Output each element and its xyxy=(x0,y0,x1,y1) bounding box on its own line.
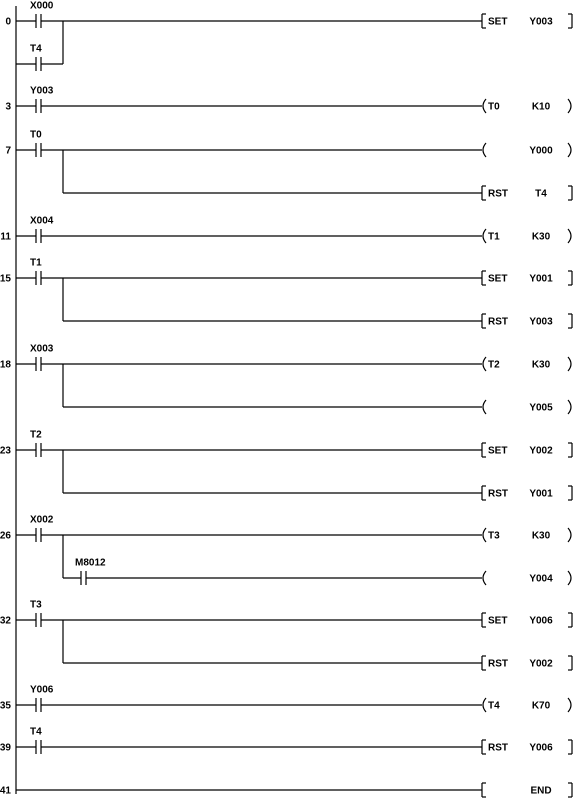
rung-18-out-1-arg: Y005 xyxy=(529,402,553,414)
rung-26-out-1-arg: Y004 xyxy=(529,573,553,585)
rung-35-out-0-paren-left xyxy=(483,698,486,712)
rung-18-out-1-paren-right xyxy=(568,400,571,414)
rung-3-out-0-name: T0 xyxy=(488,101,500,113)
rung-23-out-1-arg: Y001 xyxy=(529,488,553,500)
rung-15-step-number: 15 xyxy=(0,273,11,285)
rung-0-out-0-arg: Y003 xyxy=(529,16,553,28)
rung-26-out-1-paren-left xyxy=(483,571,486,585)
rung-39-contact-label: T4 xyxy=(30,726,42,738)
rungs-group xyxy=(0,1,572,797)
rung-39-out-0-arg: Y006 xyxy=(529,742,553,754)
rung-3-step-number: 3 xyxy=(5,101,11,113)
rung-26-out-0-name: T3 xyxy=(488,530,500,542)
rung-26-out-0-arg: K30 xyxy=(531,530,551,542)
rung-0-out-0-op: SET xyxy=(488,16,508,28)
rung-18-out-1-paren-left xyxy=(483,400,486,414)
rung-18-step-number: 18 xyxy=(0,359,11,371)
rung-26-step-number: 26 xyxy=(0,530,11,542)
rung-23-contact-label: T2 xyxy=(30,429,42,441)
rung-18-out-0-paren-left xyxy=(483,357,486,371)
rung-35-out-0-arg: K70 xyxy=(531,700,551,712)
rung-15-out-0-op: SET xyxy=(488,273,508,285)
rung-7-out-0-arg: Y000 xyxy=(529,145,553,157)
rung-26-out-0-paren-left xyxy=(483,528,486,542)
rung-39-step-number: 39 xyxy=(0,742,11,754)
rung-35-out-0-name: T4 xyxy=(488,700,500,712)
rung-7-out-0-paren-left xyxy=(483,143,486,157)
rung-23-out-0-op: SET xyxy=(488,445,508,457)
rung-3-out-0-paren-right xyxy=(568,99,571,113)
rung-18-contact-label: X003 xyxy=(30,343,54,355)
rung-11-contact-label: X004 xyxy=(30,215,54,227)
rung-11-out-0-name: T1 xyxy=(488,231,500,243)
rung-26-out-1-paren-right xyxy=(568,571,571,585)
rung-11-out-0-paren-right xyxy=(568,229,571,243)
rung-18-out-0-name: T2 xyxy=(488,359,500,371)
rung-32-out-1-op: RST xyxy=(488,658,508,670)
rung-11-out-0-paren-left xyxy=(483,229,486,243)
rung-35-step-number: 35 xyxy=(0,700,11,712)
rung-15-out-1-op: RST xyxy=(488,316,508,328)
rung-3-out-0-paren-left xyxy=(483,99,486,113)
rung-7-contact-label: T0 xyxy=(30,129,42,141)
rung-39-out-0-op: RST xyxy=(488,742,508,754)
rung-32-contact-label: T3 xyxy=(30,599,42,611)
rung-18-out-0-arg: K30 xyxy=(531,359,551,371)
rung-35-out-0-paren-right xyxy=(568,698,571,712)
rung-7-out-1-arg: T4 xyxy=(535,188,547,200)
rung-0-contact-label: X000 xyxy=(30,0,54,12)
rung-0-step-number: 0 xyxy=(5,16,11,28)
rung-7-out-0-paren-right xyxy=(568,143,571,157)
rung-41-out-0-arg: END xyxy=(530,785,552,797)
rung-26-out-1-series-contact-label: M8012 xyxy=(75,557,106,569)
rung-3-contact-label: Y003 xyxy=(30,85,54,97)
rung-26-out-0-paren-right xyxy=(568,528,571,542)
rung-26-contact-label: X002 xyxy=(30,514,54,526)
rung-7-step-number: 7 xyxy=(5,145,11,157)
rung-11-out-0-arg: K30 xyxy=(531,231,551,243)
rung-18-out-0-paren-right xyxy=(568,357,571,371)
rung-0-branch-contact-label: T4 xyxy=(30,43,42,55)
rung-11-step-number: 11 xyxy=(0,231,11,243)
rung-32-out-1-arg: Y002 xyxy=(529,658,553,670)
rung-7-out-1-op: RST xyxy=(488,188,508,200)
rung-41-step-number: 41 xyxy=(0,785,11,797)
rung-35-contact-label: Y006 xyxy=(30,684,54,696)
rung-23-out-0-arg: Y002 xyxy=(529,445,553,457)
rung-15-contact-label: T1 xyxy=(30,257,42,269)
rung-15-out-1-arg: Y003 xyxy=(529,316,553,328)
rung-32-out-0-arg: Y006 xyxy=(529,615,553,627)
rung-23-out-1-op: RST xyxy=(488,488,508,500)
rung-32-out-0-op: SET xyxy=(488,615,508,627)
rung-32-step-number: 32 xyxy=(0,615,11,627)
rung-15-out-0-arg: Y001 xyxy=(529,273,553,285)
rung-23-step-number: 23 xyxy=(0,445,11,457)
rung-3-out-0-arg: K10 xyxy=(531,101,551,113)
